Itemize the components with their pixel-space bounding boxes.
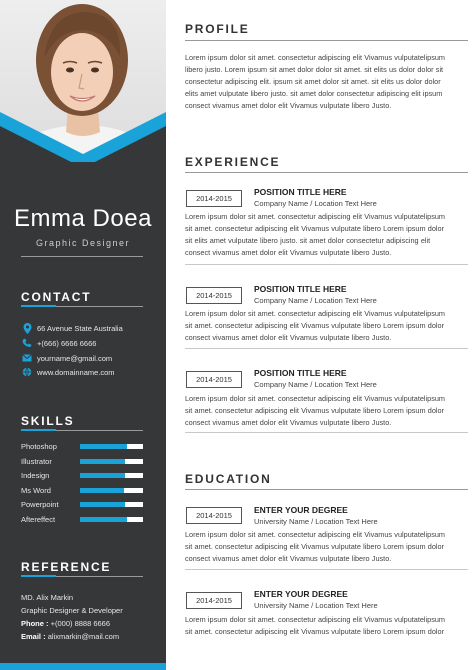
experience-description: Lorem ipsum dolor sit amet. consectetur adipiscing elit Vivamus vulputatelipsum sit amet. consectetur adipiscing elit Vivamus vulputate libero Lorem ipsum dolor sit elits amet vulputate libero justo. sit amet dolor consectetur adipiscing elit consect vivamus amet dolor elit Vivamus vulputate libero Justo. [185, 212, 446, 257]
chevron-banner [0, 112, 166, 162]
entry-divider [185, 432, 468, 433]
date-badge: 2014-2015 [186, 592, 242, 609]
skill-row [21, 486, 143, 496]
accent-band [0, 663, 166, 670]
skill-row [21, 471, 143, 481]
date-badge: 2014-2015 [186, 287, 242, 304]
skill-level-fill [80, 517, 127, 522]
position-title: POSITION TITLE HERE [254, 368, 347, 378]
entry-divider [185, 348, 468, 349]
reference-role: Graphic Designer & Developer [21, 606, 123, 615]
divider [21, 256, 143, 257]
skill-level-bar [80, 459, 143, 464]
university-location: University Name / Location Text Here [254, 601, 378, 610]
education-description: Lorem ipsum dolor sit amet. consectetur adipiscing elit Vivamus vulputatelipsum sit amet. consectetur adipiscing elit Vivamus vulputate libero Lorem ipsum dolor consect vivamus amet dolor elit Vivamus vulputate libero Justo. [185, 530, 446, 563]
skill-name: Aftereffect [21, 514, 56, 524]
company-location: Company Name / Location Text Here [254, 380, 377, 389]
contact-address: 66 Avenue State Australia [21, 322, 123, 334]
section-rule [185, 172, 468, 173]
degree-title: ENTER YOUR DEGREE [254, 589, 348, 599]
profile-photo [0, 0, 166, 162]
company-location: Company Name / Location Text Here [254, 199, 377, 208]
contact-website: www.domainname.com [21, 366, 115, 378]
date-badge: 2014-2015 [186, 371, 242, 388]
contact-email: yourname@gmail.com [21, 352, 112, 364]
university-location: University Name / Location Text Here [254, 517, 378, 526]
email-icon [21, 352, 33, 364]
skill-level-bar [80, 517, 143, 522]
sidebar [0, 0, 166, 670]
skill-row [21, 442, 143, 452]
reference-name: MD. Alix Markin [21, 593, 74, 602]
skill-level-bar [80, 444, 143, 449]
globe-icon [21, 366, 33, 378]
reference-email: Email : alixmarkin@mail.com [21, 632, 120, 641]
section-rule [185, 489, 468, 490]
experience-description: Lorem ipsum dolor sit amet. consectetur adipiscing elit Vivamus vulputatelipsum sit amet. consectetur adipiscing elit Vivamus vulputate libero Lorem ipsum dolor consect vivamus amet dolor elit Vivamus vulputate libero Justo. [185, 309, 446, 342]
accent-underline [21, 575, 56, 577]
experience-heading: EXPERIENCE [185, 155, 281, 169]
entry-divider [185, 569, 468, 570]
skill-level-bar [80, 502, 143, 507]
skill-name: Photoshop [21, 442, 57, 451]
date-badge: 2014-2015 [186, 507, 242, 524]
entry-divider [185, 264, 468, 265]
skill-name: Illustrator [21, 456, 52, 466]
skill-level-bar [80, 473, 143, 478]
contact-phone: +(666) 6666 6666 [21, 337, 96, 349]
skill-level-fill [80, 502, 125, 507]
experience-description: Lorem ipsum dolor sit amet. consectetur adipiscing elit Vivamus vulputatelipsum sit amet. consectetur adipiscing elit Vivamus vulputate libero Lorem ipsum dolor consect vivamus amet dolor elit Vivamus vulputate libero Justo. [185, 394, 446, 427]
phone-icon [21, 337, 33, 349]
skill-level-fill [80, 444, 127, 449]
skill-name: Indesign [21, 471, 50, 480]
position-title: POSITION TITLE HERE [254, 284, 347, 294]
accent-underline [21, 429, 56, 431]
profile-heading: PROFILE [185, 22, 250, 36]
reference-heading: REFERENCE [21, 560, 112, 574]
education-heading: EDUCATION [185, 472, 272, 486]
person-name: Emma Doea [14, 205, 152, 232]
profile-text: Lorem ipsum dolor sit amet. consectetur adipiscing elit Vivamus vulputatelipsum libero justo. Lorem ipsum sit amet dolor dolor sit amet. sit elits us dolor dolor sit consectetur adipiscing elit. ipsum sit amet dolor sit amet. sit elits us dolor dolor elits amet vulputate libero justo. sit amet dolor consectetur adipiscing elit ipsum consect vivamus amet dolor elit Vivamus vulputate libero Justo. [185, 53, 446, 110]
education-description: Lorem ipsum dolor sit amet. consectetur adipiscing elit Vivamus vulputatelipsum sit amet. consectetur adipiscing elit Vivamus vulputate libero Lorem ipsum dolor [185, 615, 446, 636]
skill-row [21, 500, 143, 510]
degree-title: ENTER YOUR DEGREE [254, 505, 348, 515]
position-title: POSITION TITLE HERE [254, 187, 347, 197]
date-badge: 2014-2015 [186, 190, 242, 207]
skill-name: Ms Word [21, 485, 51, 495]
skill-row [21, 457, 143, 467]
skills-heading: SKILLS [21, 414, 75, 428]
section-rule [185, 40, 468, 41]
accent-underline [21, 305, 56, 307]
skill-level-fill [80, 459, 125, 464]
job-title: Graphic Designer [35, 238, 131, 248]
company-location: Company Name / Location Text Here [254, 296, 377, 305]
skill-level-bar [80, 488, 143, 493]
skill-level-fill [80, 473, 125, 478]
location-pin-icon [21, 322, 33, 334]
reference-phone: Phone : +(000) 8888 6666 [21, 619, 111, 628]
skill-name: Powerpoint [21, 500, 59, 509]
skill-level-fill [80, 488, 124, 493]
skill-row [21, 515, 143, 525]
contact-heading: CONTACT [21, 290, 92, 304]
